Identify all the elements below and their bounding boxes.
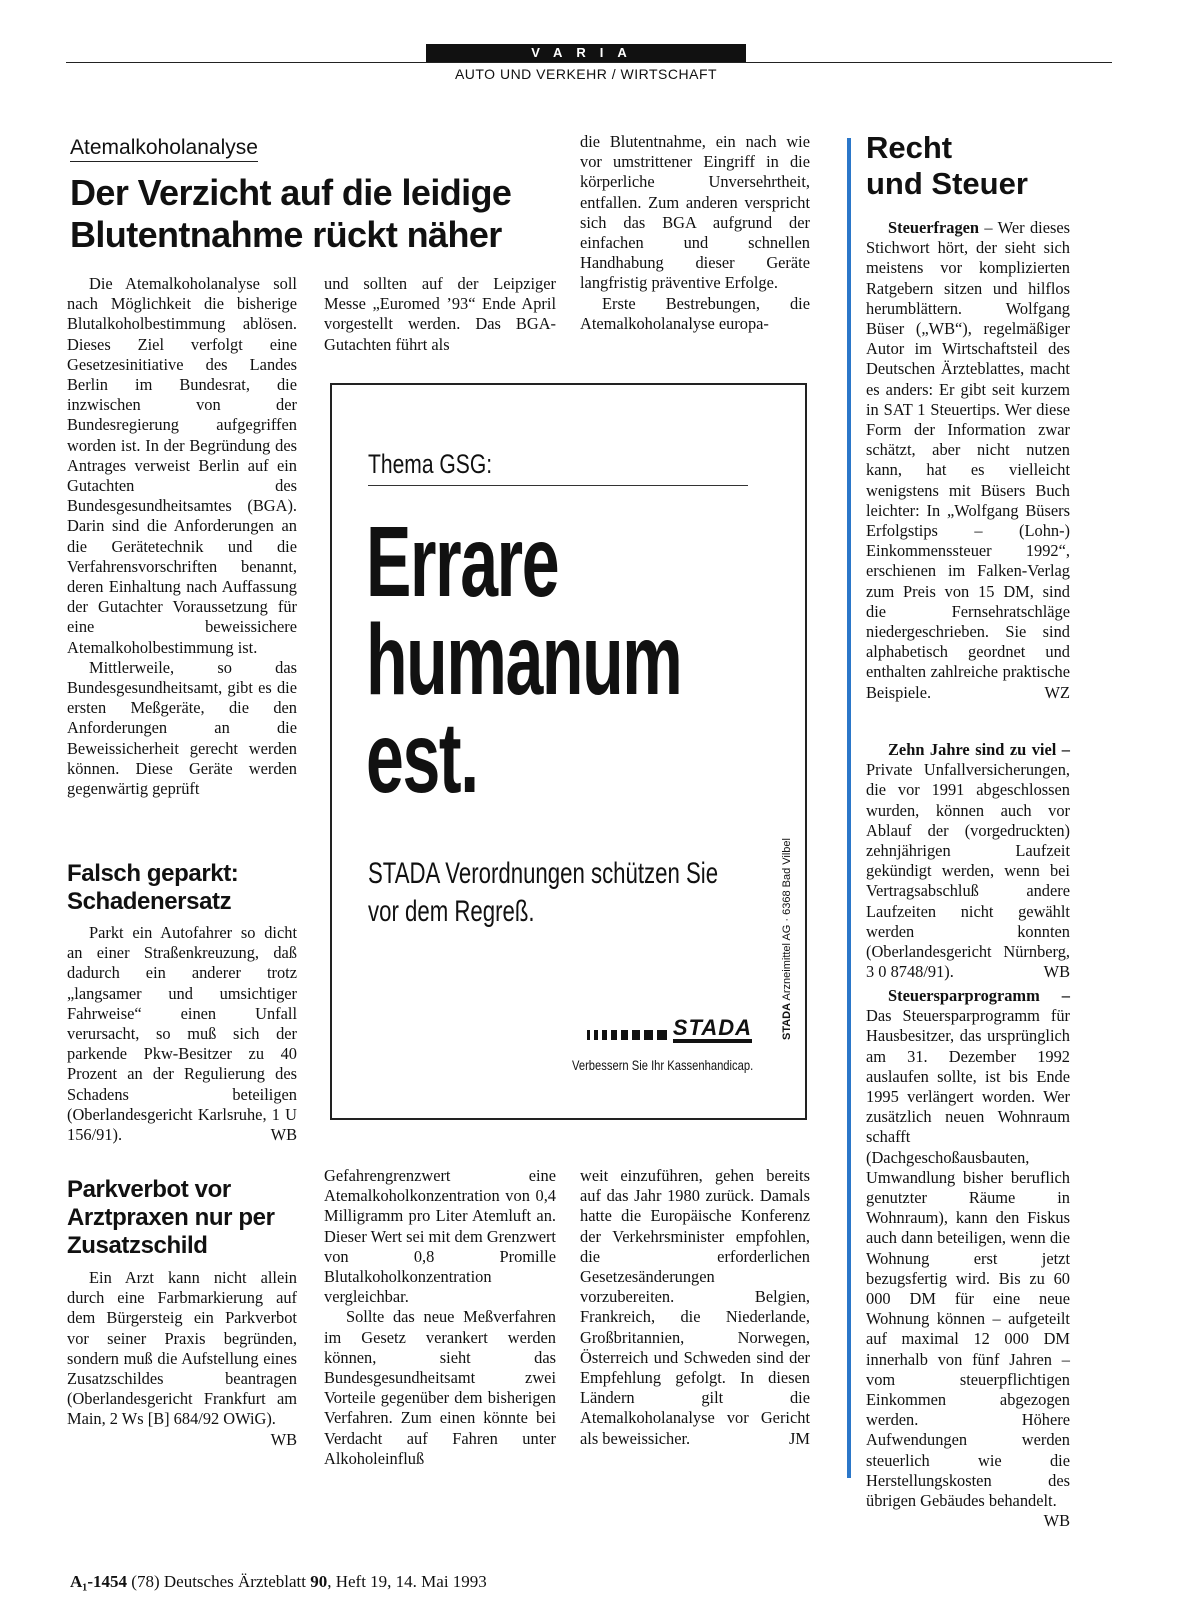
ad-subline xyxy=(368,855,718,931)
paragraph: Ein Arzt kann nicht allein durch eine Farbmarkierung auf dem Bürgersteig ein Parkverbot vor seiner Praxis begründen, sondern muß die Aufstellung eines Zusatzschildes beantragen (Oberlandesgericht Frankfurt am Main, 2 Ws [B] 684/92 OWiG). WB xyxy=(67,1268,297,1449)
ad-subline-line-2: vor dem Regreß. xyxy=(368,895,535,928)
signature: JM xyxy=(789,1428,810,1448)
article-kicker: Atemalkoholanalyse xyxy=(70,136,258,162)
paragraph: Sollte das neue Meßverfahren im Gesetz verankert werden können, sieht das Bundesgesundheitsamt zwei Vorteile gegenüber dem bisherigen Verfahren. Zum einen könnte bei Verdacht auf Fahren unter Alkoholeinfluß xyxy=(324,1307,556,1468)
stada-logo-bars-icon xyxy=(587,1030,667,1040)
sidebar-accent-bar xyxy=(847,138,851,1478)
page-footer xyxy=(70,1572,487,1592)
ad-company-vertical: STADA Arzneimittel AG · 6368 Bad Vilbel xyxy=(781,838,793,1040)
item-lead: Steuersparprogramm – xyxy=(888,986,1070,1005)
citation: (78) Deutsches Ärzteblatt xyxy=(131,1572,306,1591)
main-article-column-1 xyxy=(67,274,297,799)
sidebar-item-tax-questions xyxy=(866,218,1070,703)
ad-slogan: Verbessern Sie Ihr Kassenhandicap. xyxy=(572,1057,754,1073)
headline-line-1: Der Verzicht auf die leidige xyxy=(70,172,512,213)
paragraph: die Blutentnahme, ein nach wie vor umstrittener Eingriff in die körperliche Unversehrtheit, entfallen. Zum anderen verspricht sich das BGA aufgrund der einfachen und schnellen Handhabung dieser Geräte langfristig präventive Erfolge. xyxy=(580,132,810,293)
ad-headline xyxy=(366,506,682,814)
parking-headline: Falsch geparkt: Schadenersatz xyxy=(67,860,239,915)
main-article-column-3-bottom xyxy=(580,1166,810,1449)
ad-headline-line-1: Errare xyxy=(366,506,559,618)
item-lead: Zehn Jahre sind zu viel – xyxy=(888,740,1070,759)
ad-subline-line-1: STADA Verordnungen schützen Sie xyxy=(368,857,719,890)
ad-headline-line-2: humanum xyxy=(366,604,682,716)
paragraph: Steuersparprogramm – Das Steuersparprogramm für Hausbesitzer, das ursprünglich am 31. Dezember 1992 auslaufen sollte, ist bis Ende 1995 verlängert worden. Wer zusätzlich neuen Wohnraum schafft (Dachgeschoßausbauten, Umwandlung bisher beruflich genutzter Räume in Wohnraum), kann den Fiskus auch dann beteiligen, wenn die Wohnung erst jetzt bezugsfertig wird. Bis zu 60 000 DM für eine neue Wohnung können – aufgeteilt auf maximal 12 000 DM innerhalb von fünf Jahren – vom steuerpflichtigen Einkommen abgezogen werden. Höhere Aufwendungen werden steuerlich wie die Herstellungskosten des übrigen Gebäudes behandelt. WB xyxy=(866,986,1070,1531)
paragraph: Zehn Jahre sind zu viel – Private Unfallversicherungen, die vor 1991 abgeschlossen wurden, können auch vor Ablauf der (vorgedruckten) zehnjährigen Laufzeit gekündigt werden, wenn bei Vertragsabschluß andere Laufzeiten nicht gewählt werden konnten (Oberlandesgericht Nürnberg, 3 0 8748/91). WB xyxy=(866,740,1070,982)
sidebar-title: Recht und Steuer xyxy=(866,130,1028,201)
stada-logo xyxy=(572,1017,752,1043)
signature: WB xyxy=(1043,1511,1070,1531)
paragraph: Parkt ein Autofahrer so dicht an einer Straßenkreuzung, daß dadurch ein anderer trotz „langsamer und umsichtiger Fahrweise“ einen Unfall verursacht, so muß sich der parkende Pkw-Besitzer zu 40 Prozent an der Regulierung des Schadens beteiligen (Oberlandesgericht Karlsruhe, 1 U 156/91). WB xyxy=(67,923,297,1145)
paragraph: Mittlerweile, so das Bundesgesundheitsamt, gibt es die ersten Meßgeräte, die den Anforderungen an die Beweissicherheit gerecht werden können. Diese Geräte werden gegenwärtig geprüft xyxy=(67,657,297,799)
paragraph: Steuerfragen – Wer dieses Stichwort hört, der sieht sich meistens vor komplizierten Ratgebern sitzen und hilflos herumblättern. Wolfgang Büser („WB“), regelmäßiger Autor im Wirtschaftsteil des Deutschen Ärzteblattes, macht es anders: Er gibt seit kurzem in SAT 1 Steuertips. Wer diese Form der Information zwar schätzt, aber nicht nutzen kann, hat es vielleicht wenigstens mit Büsers Buch leichter: In „Wolfgang Büsers Erfolgstips – (Lohn-) Einkommenssteuer 1992“, erschienen im Falken-Verlag zum Preis von 15 DM, sind die Fernsehratschläge niedergeschrieben. Sie sind alphabetisch geordnet und enthalten zahlreiche praktische Beispiele. WZ xyxy=(866,218,1070,702)
sidebar-item-tax-savings xyxy=(866,986,1070,1531)
article-headline xyxy=(70,172,590,256)
headline-line-2: Blutentnahme rückt näher xyxy=(70,214,502,255)
citation-issue: , Heft 19, 14. Mai 1993 xyxy=(327,1572,487,1591)
page-code: A₁-1454 xyxy=(70,1572,128,1591)
signature: WZ xyxy=(1044,682,1070,702)
ad-topic: Thema GSG: xyxy=(368,449,493,479)
category-banner: VARIA xyxy=(426,44,746,62)
paragraph: Erste Bestrebungen, die Atemalkoholanalyse europa- xyxy=(580,293,810,333)
paragraph: Die Atemalkoholanalyse soll nach Möglichkeit die bisherige Blutalkoholbestimmung ablösen. Dieses Ziel verfolgt eine Gesetzesinitiative des Landes Berlin im Bundesrat, die inzwischen von der Bundesregierung aufgegriffen worden ist. In der Begründung des Antrages verweist Berlin auf ein Gutachten des Bundesgesundheitsamtes (BGA). Darin sind die Anforderungen an die Gerätetechnik und die Verfahrensvorschriften benannt, deren Einhaltung nach Auffassung der Gutachter Voraussetzung für eine beweissichere Atemalkoholbestimmung ist. xyxy=(67,274,297,657)
signature: WB xyxy=(1043,962,1070,982)
ad-headline-line-3: est. xyxy=(366,702,478,814)
ad-topic-rule xyxy=(368,485,748,486)
main-article-column-2-top xyxy=(324,274,556,355)
main-article-column-2-bottom xyxy=(324,1166,556,1469)
stada-advertisement[interactable] xyxy=(330,383,807,1120)
header-rule xyxy=(66,62,1112,63)
item-lead: Steuerfragen xyxy=(888,218,980,237)
doctor-parking-article xyxy=(67,1268,297,1450)
stada-brand: STADA xyxy=(673,1017,752,1043)
sidebar-item-ten-years xyxy=(866,740,1070,982)
paragraph: Gefahrengrenzwert eine Atemalkoholkonzentration von 0,4 Milligramm pro Liter Atemluft an. Dieser Wert sei mit dem Grenzwert von 0,8 Promille Blutalkoholkonzentration vergleichbar. xyxy=(324,1166,556,1307)
main-article-column-3-top xyxy=(580,132,810,334)
paragraph: weit einzuführen, gehen bereits auf das Jahr 1980 zurück. Damals hatte die Europäische Konferenz der Verkehrsminister empfohlen, die erforderlichen Gesetzesänderungen vorzubereiten. Belgien, Frankreich, die Niederlande, Großbritannien, Norwegen, Österreich und Schweden sind der Empfehlung gefolgt. In diesen Ländern gilt die Atemalkoholanalyse vor Gericht als beweissicher. JM xyxy=(580,1166,810,1448)
doctor-parking-headline: Parkverbot vor Arztpraxen nur per Zusatzschild xyxy=(67,1176,275,1259)
parking-article xyxy=(67,923,297,1145)
section-label: AUTO UND VERKEHR / WIRTSCHAFT xyxy=(454,66,718,82)
signature: WB xyxy=(270,1429,297,1449)
paragraph: und sollten auf der Leipziger Messe „Euromed ’93“ Ende April vorgestellt werden. Das BGA-Gutachten führt als xyxy=(324,274,556,354)
signature: WB xyxy=(270,1125,297,1145)
volume: 90 xyxy=(310,1572,328,1591)
